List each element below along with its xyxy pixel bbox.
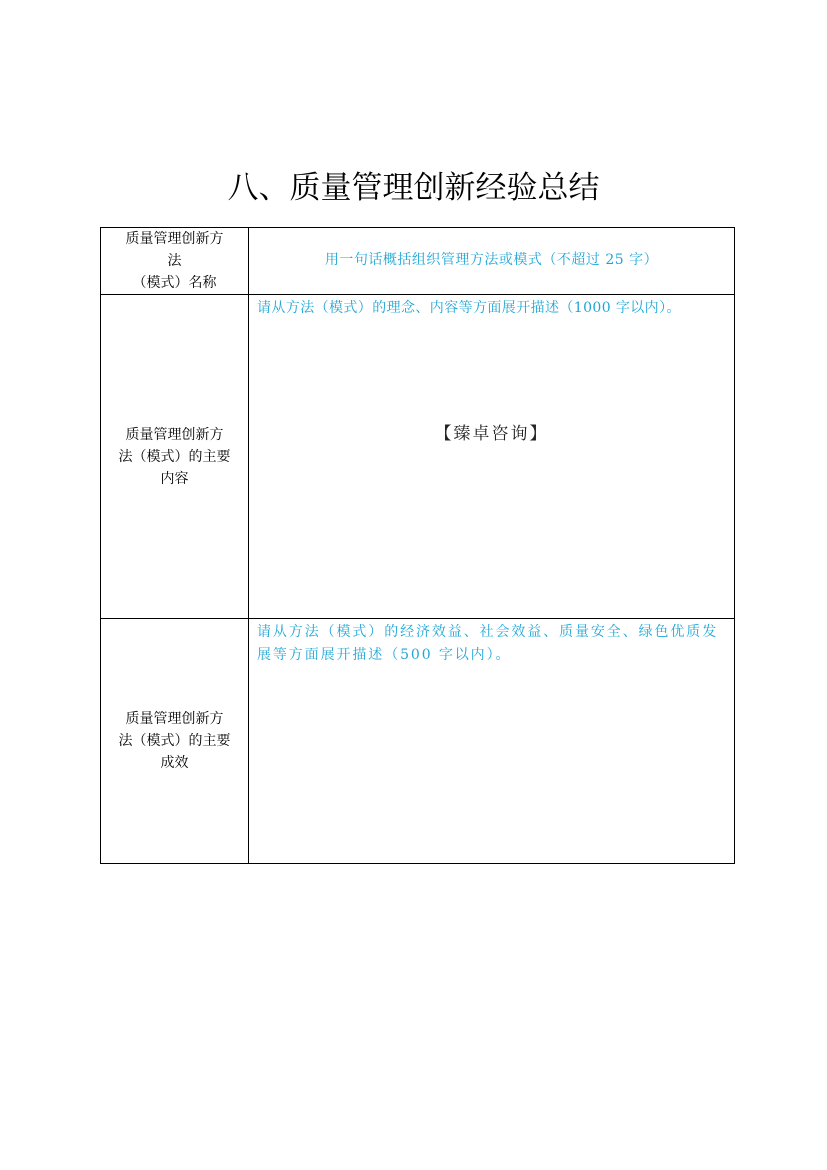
method-name-label-cell: [101, 228, 249, 295]
table-row-main-content: [101, 295, 735, 619]
page-title: 八、质量管理创新经验总结: [227, 170, 600, 206]
main-results-hint: 请从方法（模式）的经济效益、社会效益、质量安全、绿色优质发展等方面展开描述（500 字以内）。: [257, 624, 719, 663]
table-row-method-name: [101, 228, 735, 295]
method-name-label: 质量管理创新方 法 （模式）名称: [125, 231, 224, 291]
main-results-input-cell[interactable]: [249, 619, 735, 864]
method-name-input-cell[interactable]: [249, 228, 735, 295]
table-row-main-results: [101, 619, 735, 864]
method-name-hint: 用一句话概括组织管理方法或模式（不超过 25 字）: [324, 252, 659, 268]
watermark-text: 【臻卓咨询】: [434, 424, 549, 444]
main-content-hint: 请从方法（模式）的理念、内容等方面展开描述（1000 字以内）。: [257, 300, 681, 316]
main-content-label: 质量管理创新方 法（模式）的主要 内容: [118, 426, 231, 487]
innovation-summary-table: [100, 227, 735, 864]
main-results-label-cell: [101, 619, 249, 864]
main-content-label-cell: [101, 295, 249, 619]
main-results-label: 质量管理创新方 法（模式）的主要 成效: [118, 711, 231, 771]
main-content-input-cell[interactable]: [249, 295, 735, 619]
